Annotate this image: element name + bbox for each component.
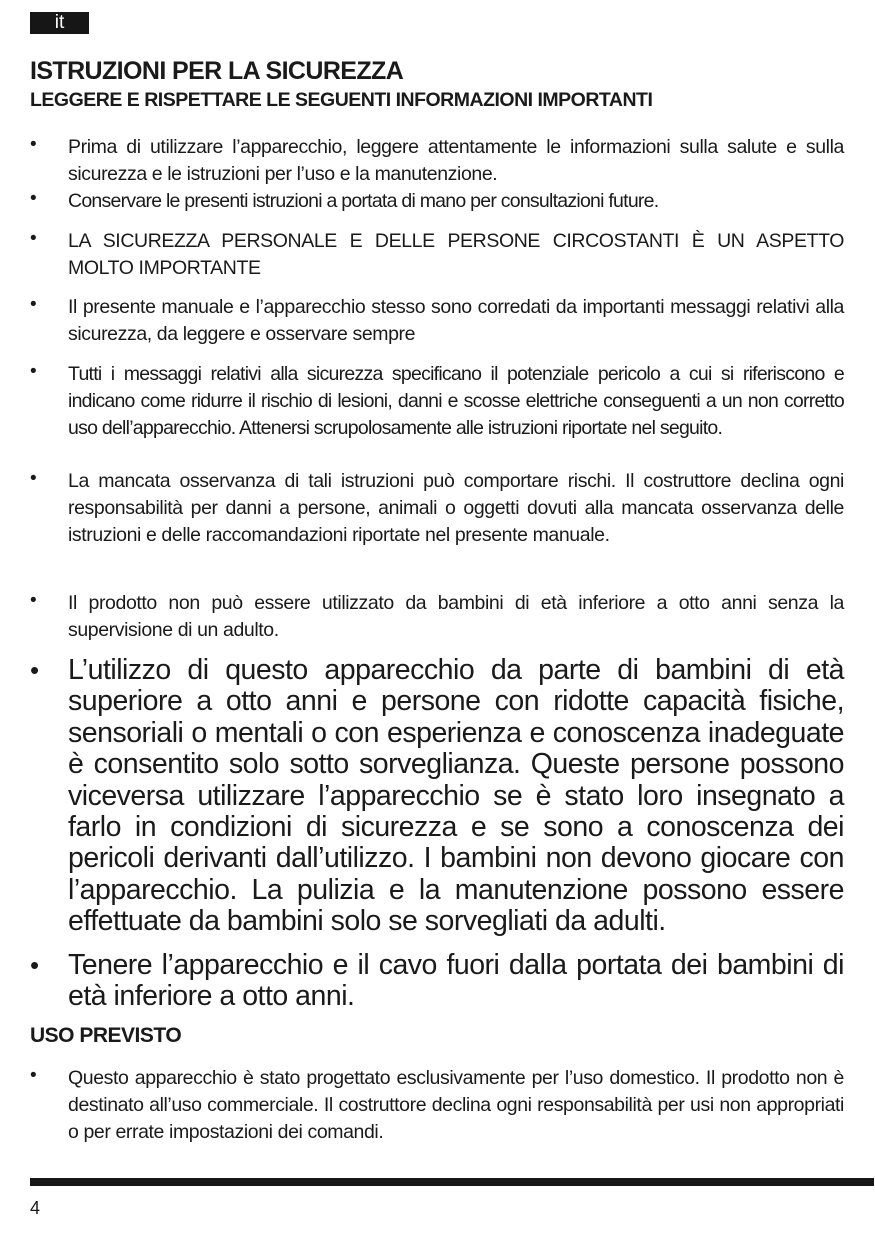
list-item (30, 228, 844, 282)
bullet-icon: • (30, 655, 40, 685)
list-item-text: Questo apparecchio è stato progettato esclusivamente per l’uso domestico. Il prodotto non è destinato all’uso commerciale. Il costruttore declina ogni responsabilità per usi non appropriati o per errate impostazioni dei comandi. (68, 1067, 844, 1143)
list-item (30, 1065, 844, 1146)
section-heading: USO PREVISTO (30, 1024, 182, 1047)
bullet-icon: • (30, 1065, 37, 1086)
list-item-text: Conservare le presenti istruzioni a portata di mano per consultazioni future. (68, 190, 659, 212)
list-item-text: Prima di utilizzare l’apparecchio, leggere attentamente le informazioni sulla salute e sulla sicurezza e le istruzioni per l’uso e la manutenzione. (68, 136, 844, 185)
list-item-text: LA SICUREZZA PERSONALE E DELLE PERSONE CIRCOSTANTI È UN ASPETTO MOLTO IMPORTANTE (68, 230, 844, 279)
list-item-text: La mancata osservanza di tali istruzioni può comportare rischi. Il costruttore declina ogni responsabilità per danni a persone, animali o oggetti dovuti alla mancata osservanza delle istruzioni e delle raccomandazioni riportate nel presente manuale. (68, 470, 844, 546)
footer-divider (30, 1178, 874, 1186)
bullet-icon: • (30, 294, 37, 315)
list-item-text: Tutti i messaggi relativi alla sicurezza specificano il potenziale pericolo a cui si riferiscono e indicano come ridurre il rischio di lesioni, danni e scosse elettriche conseguenti a un non corretto uso dell’apparecchio. Attenersi scrupolosamente alle istruzioni riportate nel seguito. (68, 363, 844, 439)
list-item-text: Il presente manuale e l’apparecchio stesso sono corredati da importanti messaggi relativi alla sicurezza, da leggere e osservare sempre (68, 296, 844, 345)
language-tab: it (30, 12, 89, 34)
list-item-text: Tenere l’apparecchio e il cavo fuori dalla portata dei bambini di età inferiore a otto anni. (68, 949, 844, 1013)
list-item (30, 590, 844, 644)
list-item (30, 950, 844, 1013)
list-item (30, 468, 844, 549)
page-number: 4 (30, 1198, 41, 1218)
bullet-icon: • (30, 228, 37, 249)
list-item-text: Il prodotto non può essere utilizzato da bambini di età inferiore a otto anni senza la supervisione di un adulto. (68, 592, 844, 641)
bullet-icon: • (30, 950, 40, 980)
list-item (30, 361, 844, 442)
list-item (30, 294, 844, 348)
bullet-icon: • (30, 188, 37, 209)
list-item (30, 655, 844, 938)
bullet-icon: • (30, 361, 37, 382)
bullet-icon: • (30, 590, 37, 611)
bullet-icon: • (30, 134, 37, 155)
list-item (30, 134, 844, 188)
bullet-icon: • (30, 468, 37, 489)
page-title: ISTRUZIONI PER LA SICUREZZA (30, 57, 404, 85)
list-item-text: L’utilizzo di questo apparecchio da parte di bambini di età superiore a otto anni e persone con ridotte capacità fisiche, sensoriali o mentali o con esperienza e conoscenza inadeguate è consentito solo sotto sorveglianza. Queste persone possono viceversa utilizzare l’apparecchio se è stato loro insegnato a farlo in condizioni di sicurezza e se sono a conoscenza dei pericoli derivanti dall’utilizzo. I bambini non devono giocare con l’apparecchio. La pulizia e la manutenzione possono essere effettuate da bambini solo se sorvegliati da adulti. (68, 654, 844, 938)
page-subtitle: LEGGERE E RISPETTARE LE SEGUENTI INFORMAZIONI IMPORTANTI (30, 89, 653, 111)
list-item (30, 188, 844, 215)
